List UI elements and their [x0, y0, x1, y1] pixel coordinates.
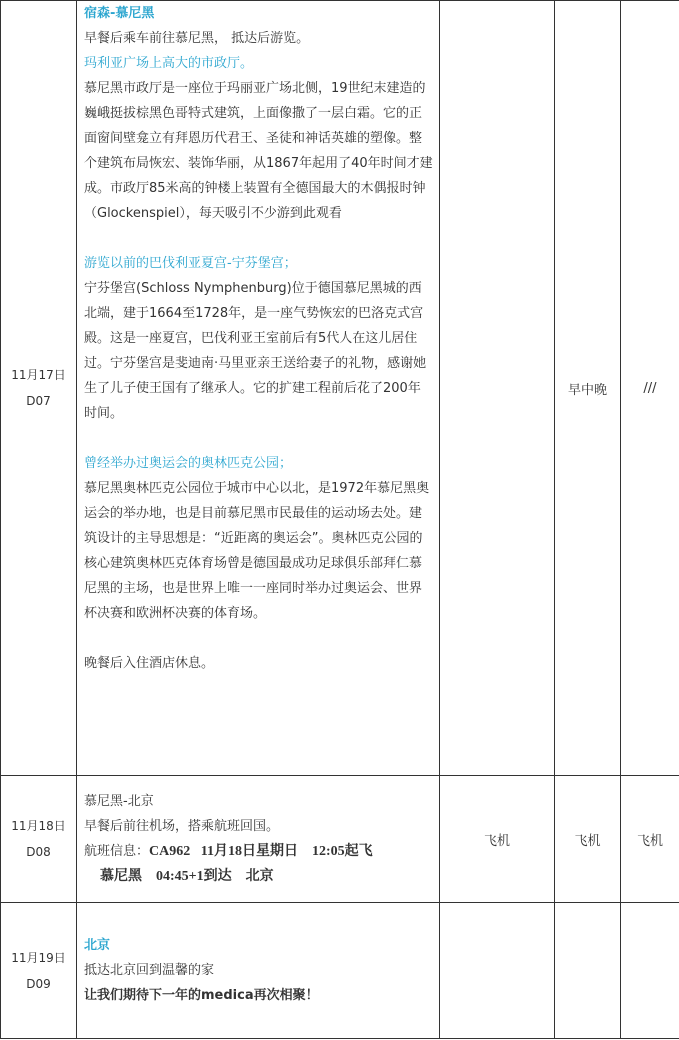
flight-info	[84, 839, 433, 864]
description-cell	[77, 776, 440, 903]
transport-cell: 飞机	[621, 776, 679, 903]
spacer	[84, 626, 433, 651]
section-heading: 游览以前的巴伐利亚夏宫-宁芬堡宫；	[84, 256, 297, 271]
intro-text: 抵达北京回到温馨的家	[84, 963, 215, 978]
meals-cell	[555, 903, 621, 1039]
spacer	[84, 426, 433, 451]
day-label: D09	[26, 976, 51, 991]
hotel-cell	[440, 1, 555, 776]
date-label: 11月18日	[11, 819, 66, 833]
intro-text: 早餐后乘车前往慕尼黑， 抵达后游览。	[84, 31, 310, 46]
route-title: 北京	[84, 938, 111, 953]
flight-line-1: CA962 11月18日星期日 12:05起飞	[149, 844, 373, 859]
transport-cell: ///	[621, 1, 679, 776]
date-cell	[1, 776, 77, 903]
section-body: 宁芬堡宫(Schloss Nymphenburg)位于德国慕尼黑城的西北端，建于1664至1728年，是一座气势恢宏的巴洛克式宫殿。这是一座夏宫，巴伐利亚王室前后有5代人在这儿居住过。宁芬堡宫是斐迪南·马里亚亲王送给妻子的礼物，感谢她生了儿子使王国有了继承人。它的扩建工程前后花了200年时间。	[84, 281, 427, 421]
spacer	[84, 226, 433, 251]
meals-cell: 飞机	[555, 776, 621, 903]
closing-text: 晚餐后入住酒店休息。	[84, 656, 215, 671]
day-label: D08	[26, 845, 51, 859]
hotel-cell	[440, 903, 555, 1039]
section-body: 慕尼黑奥林匹克公园位于城市中心以北，是1972年慕尼黑奥运会的举办地，也是目前慕尼黑市民最佳的运动场去处。建筑设计的主导思想是：“近距离的奥运会”。奥林匹克公园的核心建筑奥林匹克体育场曾是德国最成功足球俱乐部拜仁慕尼黑的主场，也是世界上唯一一座同时举办过奥运会、世界杯决赛和欧洲杯决赛的体育场。	[84, 481, 430, 621]
hotel-cell: 飞机	[440, 776, 555, 903]
closing-text: 让我们期待下一年的medica再次相聚！	[84, 988, 319, 1003]
description-cell	[77, 903, 440, 1039]
transport-cell	[621, 903, 679, 1039]
section-heading: 玛利亚广场上高大的市政厅。	[84, 56, 254, 71]
flight-label: 航班信息：	[84, 844, 150, 859]
date-cell	[1, 903, 77, 1039]
section-heading: 曾经举办过奥运会的奥林匹克公园；	[84, 456, 293, 471]
date-label: 11月17日	[11, 368, 66, 382]
itinerary-row-d09	[1, 903, 679, 1039]
section-body: 慕尼黑市政厅是一座位于玛丽亚广场北侧，19世纪末建造的巍峨挺拔棕黑色哥特式建筑，上面像撒了一层白霜。它的正面窗间壁龛立有拜恩历代君王、圣徒和神话英雄的塑像。整个建筑布局恢宏、装饰华丽，从1867年起用了40年时间才建成。市政厅85米高的钟楼上装置有全德国最大的木偶报时钟（Glockenspiel），每天吸引不少游到此观看	[84, 81, 433, 221]
date-label: 11月19日	[11, 950, 66, 965]
route-title: 宿森-慕尼黑	[84, 6, 155, 21]
description-cell	[77, 1, 440, 776]
meals-cell: 早中晚	[555, 1, 621, 776]
route-title: 慕尼黑-北京	[84, 794, 154, 809]
date-cell	[1, 1, 77, 776]
day-label: D07	[26, 394, 51, 408]
flight-line-2: 慕尼黑 04:45+1到达 北京	[100, 869, 274, 884]
itinerary-row-d08	[1, 776, 679, 903]
intro-text: 早餐后前往机场，搭乘航班回国。	[84, 819, 280, 834]
itinerary-row-d07	[1, 1, 679, 776]
